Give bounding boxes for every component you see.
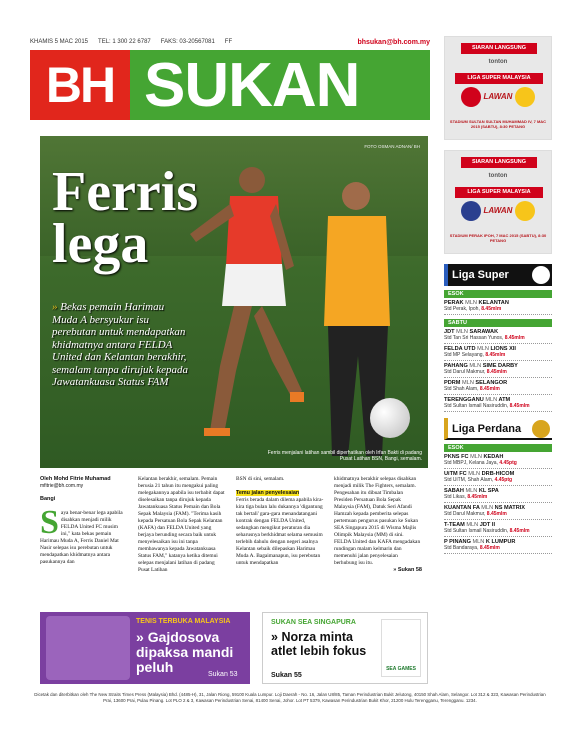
article-column-3 xyxy=(236,476,324,567)
away-team: KL SPA xyxy=(478,488,499,494)
away-team: ATM xyxy=(498,397,511,403)
fixture-day-header: ESOK xyxy=(444,444,552,452)
fixture-row xyxy=(444,486,552,503)
fixture-venue xyxy=(444,386,552,392)
versus-label: MLN xyxy=(462,380,474,386)
masthead xyxy=(30,50,430,120)
league-title: Liga Super xyxy=(452,269,509,281)
teaser-tennis[interactable] xyxy=(40,612,250,684)
byline xyxy=(40,476,130,503)
teaser-headline-text: Norza minta atlet lebih fokus xyxy=(271,630,367,658)
home-team: UiTM FC xyxy=(444,471,467,477)
teaser-kicker: TENIS TERBUKA MALAYSIA xyxy=(136,618,231,625)
home-team: KUANTAN FA xyxy=(444,505,480,511)
fax-number: FAKS: 03-20567081 xyxy=(160,39,215,45)
away-team: LIONS XII xyxy=(490,346,516,352)
home-team: JDT xyxy=(444,329,455,335)
versus-label: MLN xyxy=(481,505,494,511)
contact-email[interactable]: bhsukan@bh.com.my xyxy=(357,38,430,46)
home-team: PDRM xyxy=(444,380,461,386)
teaser-headline-text: Gajdosova dipaksa mandi peluh xyxy=(136,629,234,675)
football-icon xyxy=(532,420,550,438)
venue-name: Std Darul Makmur, xyxy=(444,511,486,517)
teaser-headline xyxy=(136,630,250,675)
sukan-title: SUKAN xyxy=(130,50,430,120)
fixture-venue xyxy=(444,335,552,341)
fixture-venue xyxy=(444,511,552,517)
home-team: SABAH xyxy=(444,488,464,494)
headline-line-2: lega xyxy=(52,213,149,275)
continued-link[interactable]: » Sukan 58 xyxy=(393,567,422,573)
fixture-venue xyxy=(444,403,552,409)
fixture-venue xyxy=(444,528,552,534)
fixture-row xyxy=(444,452,552,469)
fixture-venue xyxy=(444,369,552,375)
fixture-row xyxy=(444,344,552,361)
kickoff-time: 8.45mlm xyxy=(467,494,488,500)
headline xyxy=(52,161,199,275)
away-team: KELANTAN xyxy=(478,300,509,306)
fixture-row xyxy=(444,469,552,486)
chevron-mark-icon: » xyxy=(271,630,278,644)
venue-name: Std Tan Sri Hassan Yunos, xyxy=(444,335,504,341)
liga-super-fixtures xyxy=(444,264,552,412)
author-name: Oleh Mohd Fitrie Muhamad xyxy=(40,476,111,482)
article-column-4 xyxy=(334,476,422,574)
promo-live-broadcast-1[interactable] xyxy=(444,36,552,140)
promo-ribbon: SIARAN LANGSUNG xyxy=(461,43,537,54)
versus-label: MLN xyxy=(456,329,468,335)
home-team: PKNS FC xyxy=(444,454,469,460)
versus-label: MLN xyxy=(485,397,498,403)
promo-ribbon: SIARAN LANGSUNG xyxy=(461,157,537,168)
league-header xyxy=(444,264,552,286)
fixture-row xyxy=(444,378,552,395)
versus-label: MLN xyxy=(468,471,481,477)
venue-name: Std UiTM, Shah Alam, xyxy=(444,477,494,483)
kickoff-time: 8.45mlm xyxy=(479,386,500,392)
football xyxy=(370,398,410,438)
versus-label: MLN xyxy=(470,454,482,460)
standfirst xyxy=(52,301,192,389)
away-team: K LUMPUR xyxy=(485,539,516,545)
subheading: Temu jalan penyelesaian xyxy=(236,490,300,496)
article-body xyxy=(40,476,428,601)
fixture-row xyxy=(444,537,552,554)
versus-label: MLN xyxy=(477,346,489,352)
article-column-1 xyxy=(40,504,128,566)
fixture-row xyxy=(444,327,552,344)
venue-name: Std Sultan Ismail Nasiruddin, xyxy=(444,403,509,409)
column-1-text: aya benar-benar lega apabila disahkan menjadi milik FELDA United FC musim ini," kata bekas pemain Harimau Muda A, Ferris Daniel Mat Nasir selepas isu perebutan untuk mendapatkan khidmatnya antara pasukannya dan xyxy=(40,510,123,565)
hero-photo xyxy=(40,136,428,468)
venue-name: Std Sultan Ismail Nasiruddin, xyxy=(444,528,509,534)
away-team: SELANGOR xyxy=(475,380,508,386)
away-team: SARAWAK xyxy=(469,329,499,335)
fixture-venue xyxy=(444,460,552,466)
column-4-text: khidmatnya berakhir selepas disahkan menjadi milik The Fighters, semalam. Pengesahan itu dibuat Timbalan Presiden Persatuan Bola Sepak Malaysia (FAM), Datuk Seri Afandi Hamzah kepada pemberita selepas pertemuan pengurus pasukan ke Sukan SEA Singapura 2015 di Wisma Majlis Olimpik Malaysia (MM) di sini. FELDA United dan KAFA mengadakan rundingan malam kelmarin dan memenuhi jalan penyelesaian berhubung isu itu. xyxy=(334,476,421,566)
teaser-page-ref: Sukan 55 xyxy=(271,672,302,679)
fixture-venue xyxy=(444,494,552,500)
kickoff-time: 4.45ptg xyxy=(499,460,517,466)
chevron-mark-icon: » xyxy=(136,629,144,645)
photo-credit: FOTO OSMAN ADNAN/ BH xyxy=(364,144,420,149)
bh-logo: BH xyxy=(30,50,130,120)
liga-perdana-fixtures xyxy=(444,418,552,554)
promo-league: LIGA SUPER MALAYSIA xyxy=(455,187,543,198)
away-team: KEDAH xyxy=(483,454,504,460)
football-icon xyxy=(532,266,550,284)
versus-label: MLN xyxy=(465,488,478,494)
versus-label: MLN xyxy=(469,363,482,369)
fixture-row xyxy=(444,503,552,520)
print-imprint: Dicetak dan diterbitkan oleh The New Straits Times Press (Malaysia) Bhd. (4485-H), 31, Jalan Riong, 59100 Kuala Lumpur. Loji Daerah - No. 16, Jalan U8/85, Taman Perindustrian Bukit Jelutong, 40150 Shah Alam, Selangor. Lot 312 & 323, Kawasan Perindustrian Prai, 13600 Prai, Pulau Pinang. Lot PLO 2 & 3, Kawasan Perindustrian Senai, 81400 Senai, Johor. Lot PT 5379, Kawasan Perindustrian Bukit Khor, 21200 Hulu Terengganu, Terengganu. 1234. xyxy=(34,692,546,703)
teaser-page-ref: Sukan 53 xyxy=(208,671,238,678)
column-3-text-a: BSN di sini, semalam. xyxy=(236,476,285,482)
away-team: NS MATRIX xyxy=(494,505,526,511)
headline-line-1: Ferris xyxy=(52,161,199,223)
column-3-text-b: Ferris berada dalam dilema apabila kira-kira tiga bulan lalu dukannya 'digantung tak bertali' gara-gara menandatangani kontrak dengan FELDA United, sedangkan mengikut peraturan dia seharusnya berkhidmat selama semusim terlebih dahulu dengan negeri asalnya Kelantan sebaik dilepaskan Harimau Muda A. Bagaimanapun, isu perebutan untuk mendapatkan xyxy=(236,497,324,566)
kickoff-time: 8.45mlm xyxy=(486,511,507,517)
home-team: PERAK xyxy=(444,300,464,306)
ff-label: FF xyxy=(224,39,233,45)
venue-name: Std MBPJ, Kelana Jaya, xyxy=(444,460,498,466)
home-team: TERENGGANU xyxy=(444,397,484,403)
away-team: DRB-HICOM xyxy=(481,471,515,477)
league-header xyxy=(444,418,552,440)
teaser-kicker: SUKAN SEA SINGAPURA xyxy=(271,619,356,626)
away-team: SIME DARBY xyxy=(482,363,518,369)
teaser-headline xyxy=(271,630,379,658)
sea-games-logo: SEA GAMES xyxy=(381,619,421,677)
venue-name: Std Darul Makmur, xyxy=(444,369,486,375)
away-team: JDT II xyxy=(479,522,495,528)
match-info: STADIUM PERAK IPOH, 7 MAC 2015 (SABTU), 8:30 PETANG xyxy=(449,233,547,243)
versus-label: MLN xyxy=(472,539,485,545)
fixture-venue xyxy=(444,352,552,358)
dateline: Bangi xyxy=(40,496,56,502)
fixture-row xyxy=(444,395,552,412)
chevron-mark-icon: » xyxy=(52,301,58,313)
versus-label: LAWAN xyxy=(483,92,513,101)
kickoff-time: 8.45mlm xyxy=(486,369,507,375)
venue-name: Std Shah Alam, xyxy=(444,386,479,392)
kickoff-time: 8.45mlm xyxy=(485,352,506,358)
drop-cap: S xyxy=(40,504,59,541)
fixture-day-header: ESOK xyxy=(444,290,552,298)
tennis-player-photo xyxy=(46,616,130,680)
photo-caption: Ferris menjalani latihan sambil diperhatikan oleh Irfan Bakti di padang Pusat Latihan BSN, Bangi, semalam. xyxy=(267,450,422,462)
promo-live-broadcast-2[interactable] xyxy=(444,150,552,254)
fixture-day-header: SABTU xyxy=(444,319,552,327)
article-column-2: Kelantan berakhir, semalam. Pemain berusia 21 tahun itu mengakui paling melegakannya apabila isu terbabit dapat diselesaikan tanpa dirujuk kepada Jawatankuasa Status Pemain dan Bola Sepak Malaysia (FAM). "Terima kasih kepada Persatuan Bola Sepak Kelantan (KAFA) dan FELDA United yang berjaya berunding secara baik untuk menyelesaikan isu ini tanpa membawanya kepada Jawatankuasa Status FAM," katanya ketika ditemui selepas menjalani latihan di padang Pusat Latihan xyxy=(138,476,225,573)
issue-date: KHAMIS 5 MAC 2015 xyxy=(30,39,89,45)
tonton-logo: tonton xyxy=(488,173,508,179)
league-title: Liga Perdana xyxy=(452,423,522,435)
match-info: STADIUM SULTAN SULTAN MUHAMMAD IV, 7 MAC 2015 (SABTU), 8:30 PETANG xyxy=(449,119,547,129)
tonton-logo: tonton xyxy=(488,59,508,65)
home-team: P PINANG xyxy=(444,539,471,545)
versus-label: MLN xyxy=(465,300,477,306)
fixture-row xyxy=(444,361,552,378)
home-team: T-TEAM xyxy=(444,522,465,528)
venue-name: Std Bandaraya, xyxy=(444,545,479,551)
venue-name: Std Likas, xyxy=(444,494,466,500)
top-info-bar xyxy=(30,36,430,48)
standfirst-text: Bekas pemain Harimau Muda A bersyukur isu perebutan untuk mendapatkan khidmatnya antara FELDA United dan Kelantan berakhir, semalam tanpa dirujuk kepada Jawatankuasa Status FAM xyxy=(52,301,188,388)
versus-label: LAWAN xyxy=(483,206,513,215)
sidebar xyxy=(444,36,552,554)
kickoff-time: 8.45mlm xyxy=(504,335,525,341)
kickoff-time: 8.45mlm xyxy=(481,306,502,312)
promo-league: LIGA SUPER MALAYSIA xyxy=(455,73,543,84)
teaser-sea-games[interactable] xyxy=(262,612,428,684)
fixture-venue xyxy=(444,477,552,483)
venue-name: Std Perak, Ipoh, xyxy=(444,306,480,312)
fixture-row xyxy=(444,520,552,537)
venue-name: Std MP Selayang, xyxy=(444,352,484,358)
kickoff-time: 8.45mlm xyxy=(479,545,500,551)
versus-label: MLN xyxy=(466,522,479,528)
fixture-venue xyxy=(444,306,552,312)
phone-number: TEL: 1 300 22 6787 xyxy=(98,39,151,45)
home-team: PAHANG xyxy=(444,363,468,369)
kickoff-time: 8.45mlm xyxy=(509,528,530,534)
home-team: FELDA UTD xyxy=(444,346,476,352)
kickoff-time: 8.45mlm xyxy=(509,403,530,409)
fixture-row xyxy=(444,298,552,315)
author-email[interactable]: mfitrie@bh.com.my xyxy=(40,483,84,489)
fixture-venue xyxy=(444,545,552,551)
kickoff-time: 4.45ptg xyxy=(494,477,513,483)
